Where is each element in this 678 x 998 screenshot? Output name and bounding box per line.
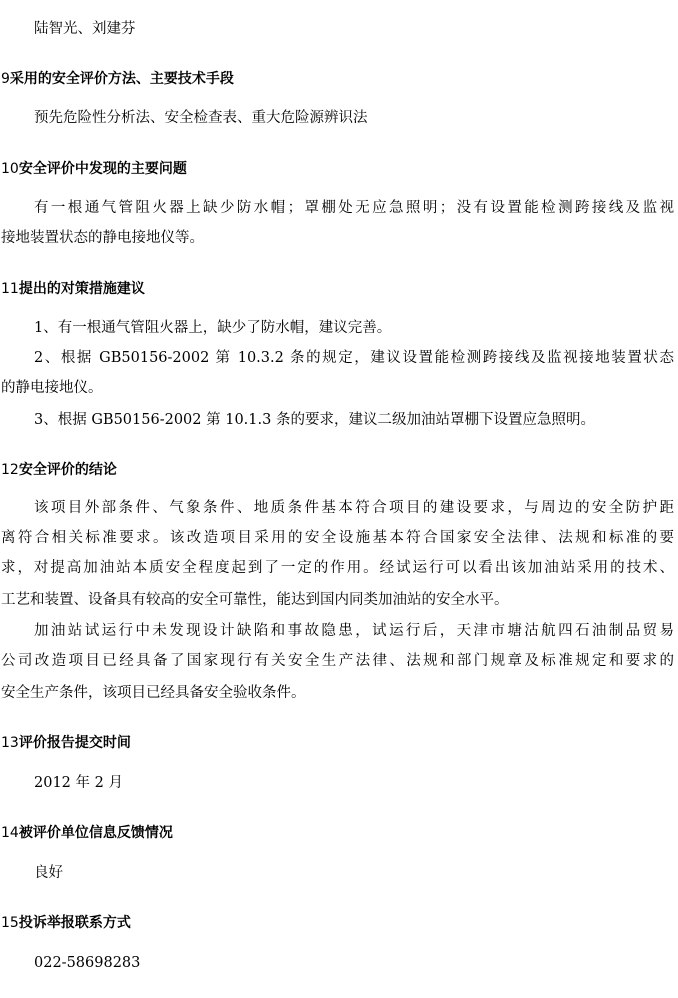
feedback-status: 良好 (34, 865, 63, 881)
suggestion-item: 3、根据 GB50156-2002 第 10.1.3 条的要求，建议二级加油站罩棚下设置应急照明。 (34, 412, 595, 428)
evaluator-names: 陆智光、刘建芬 (34, 21, 136, 37)
section-12-title: 安全评价的结论 (18, 462, 117, 478)
section-10-heading (1, 159, 187, 179)
conclusion-paragraph-line: 加油站试运行中未发现设计缺陷和事故隐患，试运行后，天津市塘沽航四石油制品贸易 (34, 623, 674, 639)
section-11-title: 提出的对策措施建议 (18, 281, 145, 297)
section-10-text-line: 有一根通气管阻火器上缺少防水帽；罩棚处无应急照明；没有设置能检测跨接线及监视 (34, 200, 674, 216)
section-12-heading (1, 460, 117, 480)
suggestion-item-continuation: 的静电接地仪。 (1, 380, 103, 396)
section-15-heading (1, 913, 131, 933)
section-9-heading (1, 69, 234, 89)
section-9-number: 9 (1, 71, 10, 87)
conclusion-paragraph-line: 工艺和装置、设备具有较高的安全可靠性，能达到国内同类加油站的安全水平。 (1, 592, 509, 608)
conclusion-paragraph-line: 安全生产条件，该项目已经具备安全验收条件。 (1, 685, 306, 701)
section-15-number: 15 (1, 915, 19, 931)
section-13-heading (1, 733, 131, 753)
section-13-title: 评价报告提交时间 (18, 735, 131, 751)
complaint-phone-number: 022-58698283 (34, 955, 141, 971)
section-9-text: 预先危险性分析法、安全检查表、重大危险源辨识法 (34, 110, 368, 126)
suggestion-item: 2、根据 GB50156-2002 第 10.3.2 条的规定，建议设置能检测跨接线及监视接地装置状态 (34, 350, 674, 366)
conclusion-paragraph-line: 离符合相关标准要求。该改造项目采用的安全设施基本符合国家安全法律、法规和标准的要 (1, 530, 674, 546)
section-14-title: 被评价单位信息反馈情况 (18, 825, 173, 841)
conclusion-paragraph-line: 求，对提高加油站本质安全程度起到了一定的作用。经试运行可以看出该加油站采用的技术、 (1, 560, 674, 576)
section-11-heading (1, 279, 145, 299)
conclusion-paragraph-line: 公司改造项目已经具备了国家现行有关安全生产法律、法规和部门规章及标准规定和要求的 (1, 653, 674, 669)
section-11-number: 11 (1, 281, 19, 297)
section-10-number: 10 (1, 161, 19, 177)
report-submit-date: 2012 年 2 月 (34, 775, 123, 791)
section-10-title: 安全评价中发现的主要问题 (18, 161, 187, 177)
section-14-heading (1, 823, 173, 843)
section-9-title: 采用的安全评价方法、主要技术手段 (9, 71, 234, 87)
section-12-number: 12 (1, 462, 19, 478)
section-15-title: 投诉举报联系方式 (18, 915, 131, 931)
section-13-number: 13 (1, 735, 19, 751)
conclusion-paragraph-line: 该项目外部条件、气象条件、地质条件基本符合项目的建设要求，与周边的安全防护距 (34, 500, 674, 516)
section-14-number: 14 (1, 825, 19, 841)
suggestion-item: 1、有一根通气管阻火器上，缺少了防水帽，建议完善。 (34, 320, 392, 336)
section-10-text-line: 接地装置状态的静电接地仪等。 (1, 230, 204, 246)
